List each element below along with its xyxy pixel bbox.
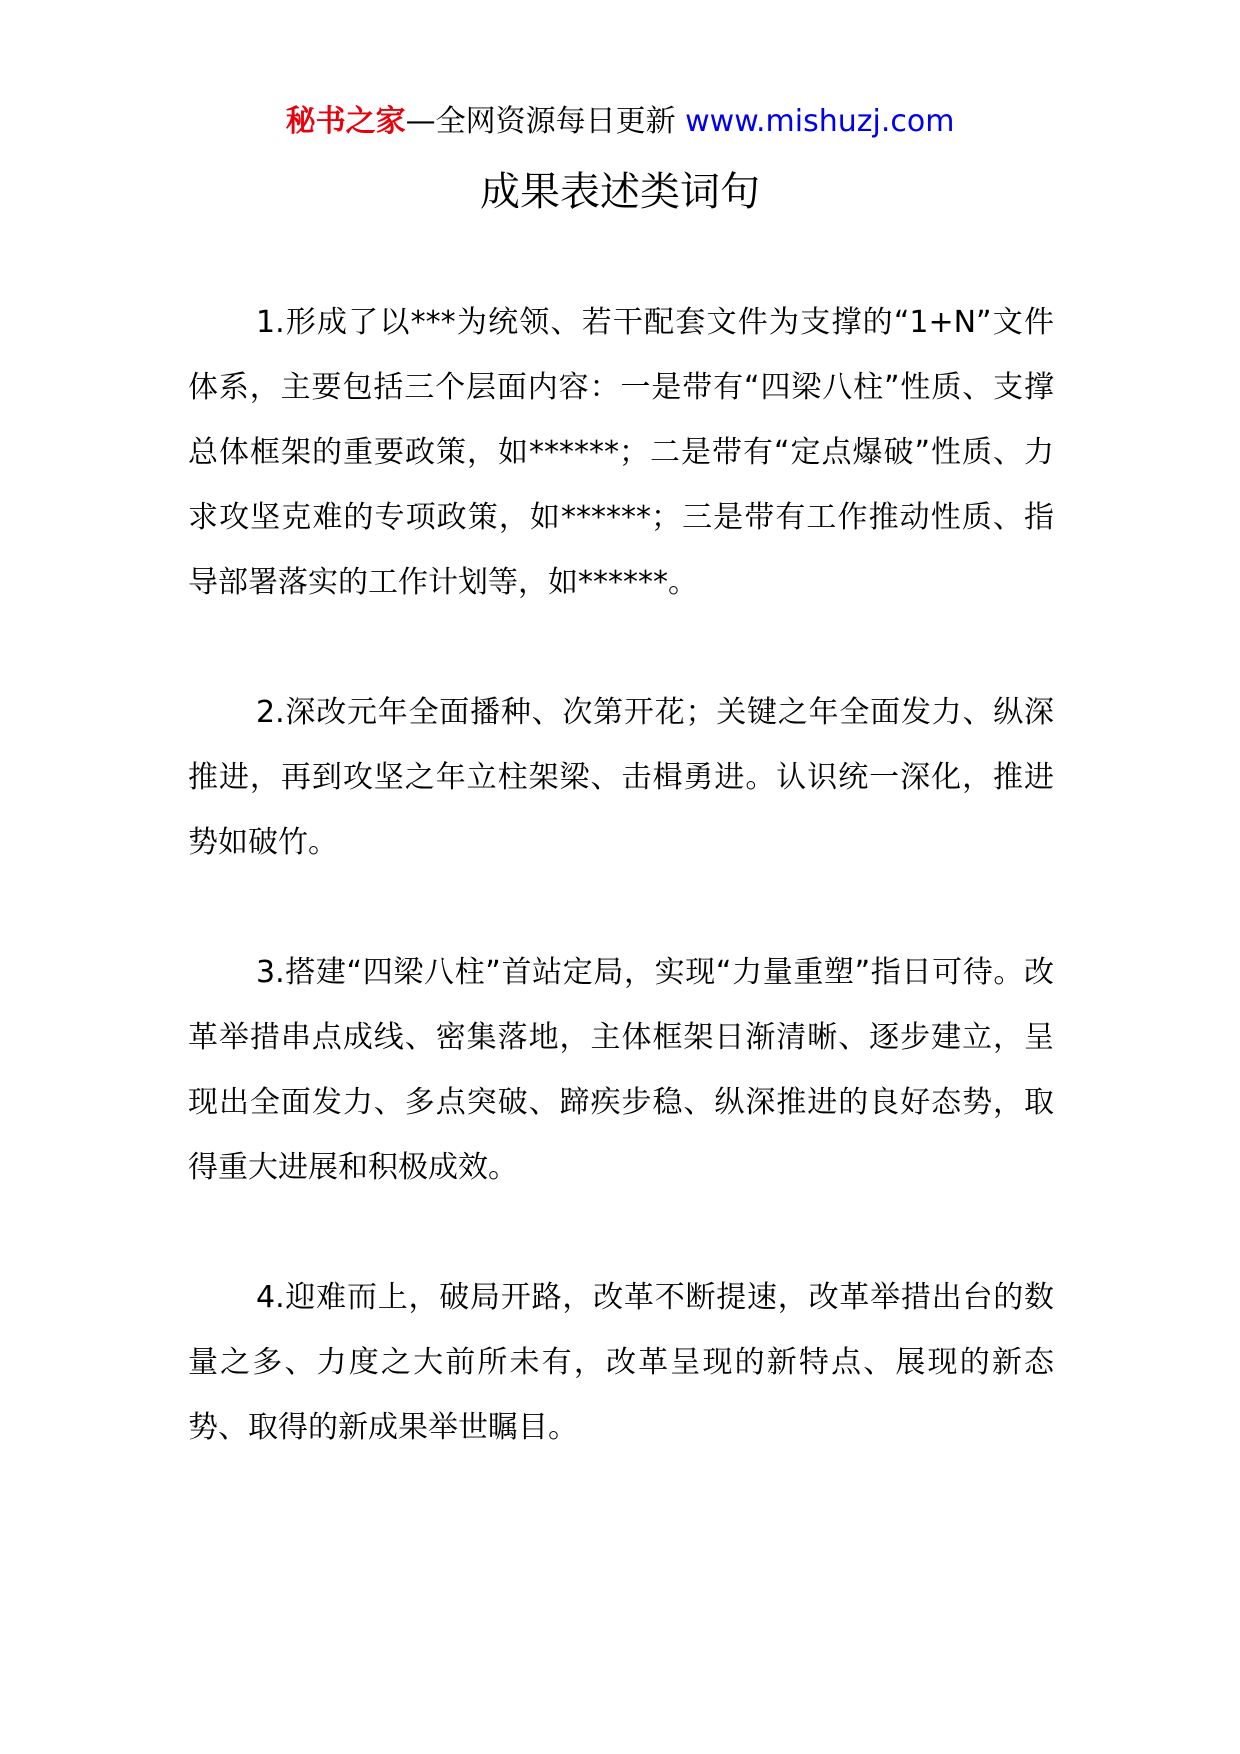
paragraph-1: 1.形成了以***为统领、若干配套文件为支撑的“1+N”文件体系，主要包括三个层面内容：一是带有“四梁八柱”性质、支撑总体框架的重要政策，如******；二是带有“定点爆破”性质、力求攻坚克难的专项政策，如******；三是带有工作推动性质、指导部署落实的工作计划等，如******。 (188, 305, 1054, 600)
document-title: 成果表述类词句 (480, 169, 760, 215)
document-body (188, 290, 1054, 1525)
site-url-link[interactable]: www.mishuzj.com (685, 104, 955, 139)
paragraph-3: 3.搭建“四梁八柱”首站定局，实现“力量重塑”指日可待。改革举措串点成线、密集落地，主体框架日渐清晰、逐步建立，呈现出全面发力、多点突破、蹄疾步稳、纵深推进的良好态势，取得重大进展和积极成效。 (188, 955, 1054, 1185)
paragraph-2: 2.深改元年全面播种、次第开花；关键之年全面发力、纵深推进，再到攻坚之年立柱架梁、击楫勇进。认识统一深化，推进势如破竹。 (188, 695, 1054, 860)
site-brand: 秘书之家 (285, 104, 406, 139)
site-tagline: —全网资源每日更新 (405, 104, 676, 139)
paragraph-4: 4.迎难而上，破局开路，改革不断提速，改革举措出台的数量之多、力度之大前所未有，改革呈现的新特点、展现的新态势、取得的新成果举世瞩目。 (188, 1280, 1054, 1445)
site-header (0, 100, 1240, 144)
